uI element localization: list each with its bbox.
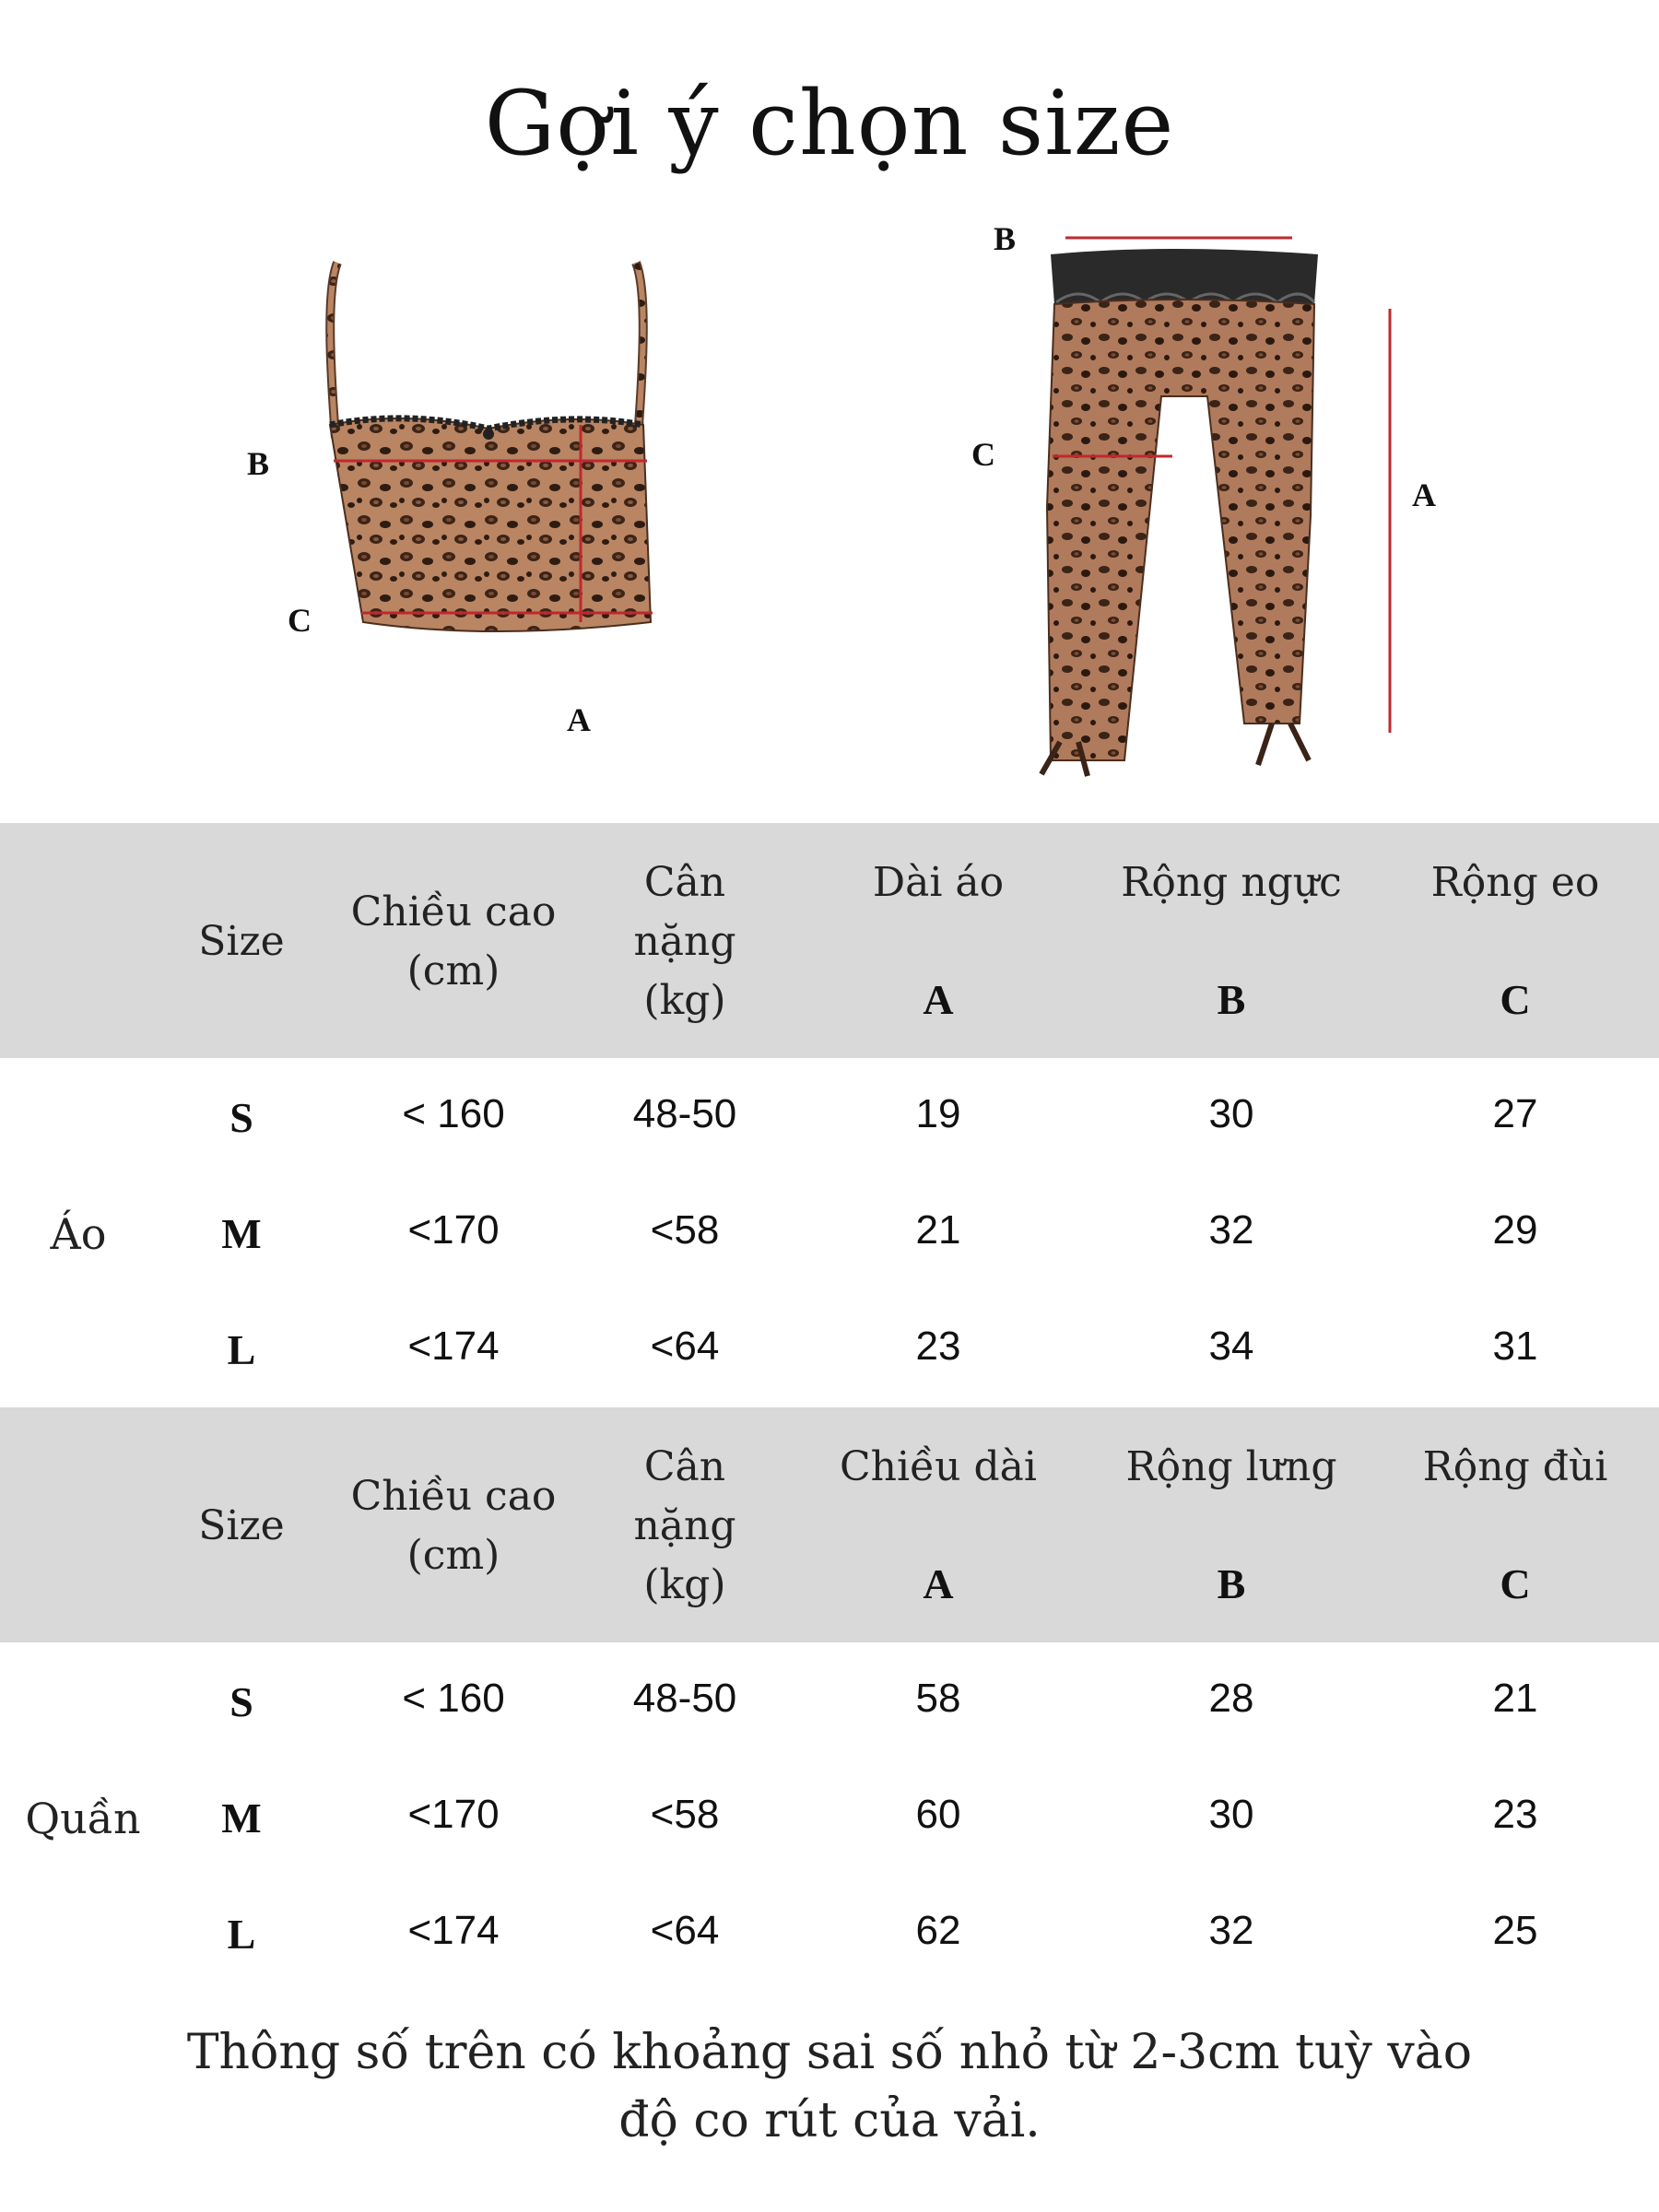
table-cell-b: 32: [1208, 1908, 1254, 1953]
table-cell-a: 62: [915, 1908, 961, 1953]
leopard-capri-pants-illustration: [1023, 230, 1429, 783]
header-weight: [593, 853, 777, 1030]
footnote-line1: Thông số trên có khoảng sai số nhỏ từ 2-3cm tuỳ vào: [186, 2025, 1473, 2080]
table-cell-weight: 48-50: [632, 1676, 737, 1721]
table-row-size: S: [229, 1094, 253, 1141]
table-cell-c: 23: [1492, 1792, 1538, 1837]
leopard-camisole-illustration: [313, 253, 664, 677]
pants-label-b: B: [994, 220, 1017, 257]
pants-label-a: A: [1412, 477, 1436, 513]
table-cell-c: 29: [1492, 1207, 1538, 1253]
header-weight-line2: nặng: [633, 1502, 736, 1549]
header-weight: [593, 1438, 777, 1615]
table-cell-height: < 160: [402, 1676, 505, 1721]
header-letter-c: C: [1500, 976, 1531, 1023]
table-cell-height: <170: [407, 1792, 500, 1837]
table-cell-b: 34: [1208, 1324, 1254, 1369]
table-cell-weight: 48-50: [632, 1091, 737, 1136]
footnote: [0, 2018, 1659, 2155]
top-label-c: C: [288, 602, 312, 639]
table-cell-b: 30: [1208, 1792, 1254, 1837]
header-thigh: Rộng đùi: [1422, 1443, 1608, 1490]
header-letter-a: A: [923, 976, 954, 1023]
top-label-a: A: [567, 701, 591, 738]
header-weight-line1: Cân: [643, 859, 726, 906]
table-cell-c: 27: [1492, 1091, 1538, 1136]
header-letter-a: A: [923, 1560, 954, 1607]
page-title: Gợi ý chọn size: [484, 72, 1175, 175]
table-row-size: S: [229, 1678, 253, 1725]
header-letter-b: B: [1217, 976, 1246, 1023]
table-cell-b: 32: [1208, 1207, 1254, 1253]
header-size: Size: [198, 918, 285, 965]
table-cell-c: 21: [1492, 1676, 1538, 1721]
table-cell-b: 30: [1208, 1091, 1254, 1136]
pants-label-c: C: [971, 436, 995, 473]
header-size: Size: [198, 1502, 285, 1549]
table-cell-height: <174: [407, 1324, 500, 1369]
header-height-line2: (cm): [406, 947, 500, 994]
header-weight-line3: (kg): [643, 1561, 726, 1608]
table-cell-c: 25: [1492, 1908, 1538, 1953]
table-cell-a: 60: [915, 1792, 961, 1837]
table-cell-height: < 160: [402, 1091, 505, 1136]
table-cell-height: <170: [407, 1207, 500, 1253]
table-cell-weight: <64: [650, 1908, 720, 1953]
table-cell-a: 23: [915, 1324, 961, 1369]
table-cell-a: 58: [915, 1676, 961, 1721]
header-weight-line3: (kg): [643, 977, 726, 1024]
table-cell-a: 19: [915, 1091, 961, 1136]
header-bust: Rộng ngực: [1121, 859, 1342, 906]
header-weight-line1: Cân: [643, 1443, 726, 1490]
table-cell-height: <174: [407, 1908, 500, 1953]
header-waistband: Rộng lưng: [1125, 1443, 1337, 1490]
table-cell-c: 31: [1492, 1324, 1538, 1369]
header-length: Dài áo: [872, 859, 1005, 906]
group-label-quan: Quần: [25, 1794, 141, 1843]
group-label-ao: Áo: [50, 1209, 107, 1259]
header-waist: Rộng eo: [1430, 859, 1600, 906]
header-height: [343, 883, 564, 1001]
header-height-line1: Chiều cao: [350, 888, 557, 935]
header-letter-c: C: [1500, 1560, 1531, 1607]
table-cell-weight: <58: [650, 1207, 720, 1253]
table-cell-b: 28: [1208, 1676, 1254, 1721]
table-cell-weight: <58: [650, 1792, 720, 1837]
header-letter-b: B: [1217, 1560, 1246, 1607]
table-row-size: M: [221, 1210, 262, 1257]
top-label-b: B: [247, 445, 270, 482]
header-height-line1: Chiều cao: [350, 1473, 557, 1520]
header-length: Chiều dài: [840, 1443, 1037, 1490]
footnote-line2: độ co rút của vải.: [618, 2093, 1041, 2148]
header-height-line2: (cm): [406, 1532, 500, 1579]
table-row-size: M: [221, 1794, 262, 1841]
table-cell-weight: <64: [650, 1324, 720, 1369]
table-row-size: L: [227, 1911, 256, 1958]
table-row-size: L: [227, 1326, 256, 1373]
header-height: [343, 1467, 564, 1585]
header-weight-line2: nặng: [633, 918, 736, 965]
table-cell-a: 21: [915, 1207, 961, 1253]
